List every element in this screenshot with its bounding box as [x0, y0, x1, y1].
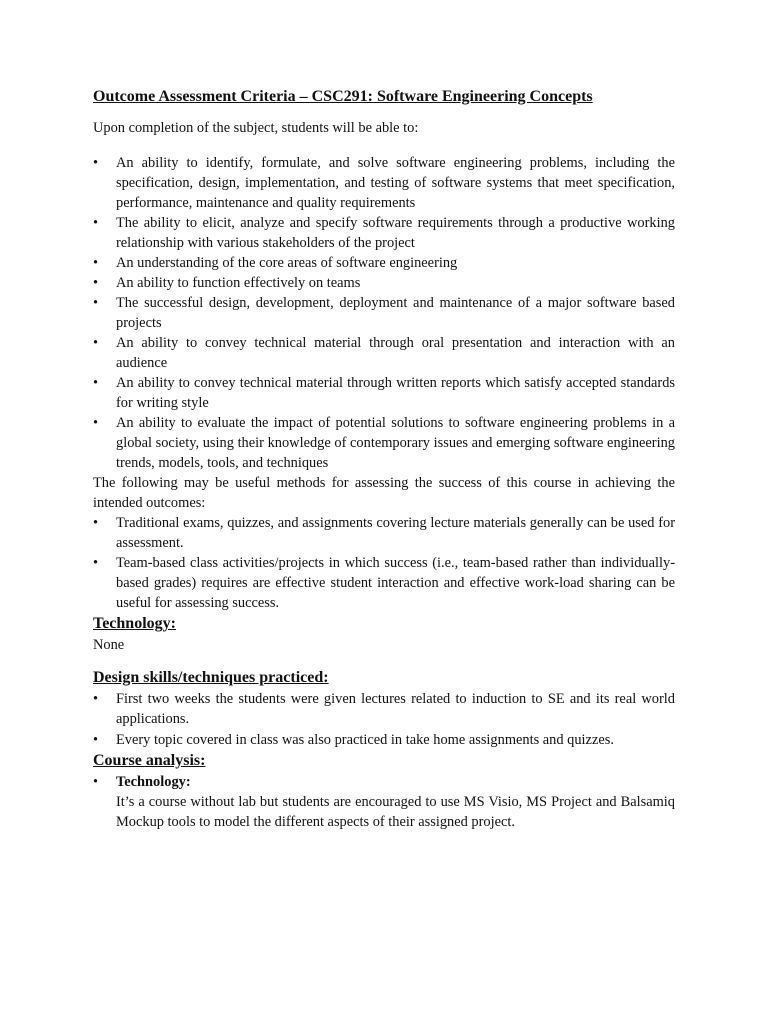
bullet-icon: • [93, 691, 99, 707]
bullet-icon: • [93, 774, 99, 790]
list-item: • The ability to elicit, analyze and specify software requirements through a productive working relationship with various stakeholders of the project [93, 215, 675, 251]
course-analysis-item-title: Technology: [116, 774, 191, 790]
design-skills-heading: Design skills/techniques practiced: [93, 669, 329, 686]
list-item: • The successful design, development, deployment and maintenance of a major software based projects [93, 295, 675, 331]
list-item: • Every topic covered in class was also practiced in take home assignments and quizzes. [93, 732, 614, 748]
outcomes-list [93, 153, 675, 473]
course-analysis-item-text: It’s a course without lab but students are encouraged to use MS Visio, MS Project and Balsamiq Mockup tools to model the different aspects of their assigned project. [116, 794, 675, 830]
bullet-icon: • [93, 515, 99, 531]
list-item: • An ability to function effectively on teams [93, 275, 361, 291]
bullet-icon: • [93, 155, 99, 171]
list-item: • Traditional exams, quizzes, and assignments covering lecture materials generally can be used for assessment. [93, 515, 675, 551]
bullet-icon: • [93, 255, 99, 271]
bullet-icon: • [93, 295, 99, 311]
methods-intro-text: The following may be useful methods for assessing the success of this course in achieving the intended outcomes: [93, 475, 675, 511]
bullet-icon: • [93, 555, 99, 571]
document-title: Outcome Assessment Criteria – CSC291: Software Engineering Concepts [93, 88, 593, 105]
bullet-icon: • [93, 275, 99, 291]
technology-value: None [93, 637, 125, 653]
list-item: • Team-based class activities/projects in which success (i.e., team-based rather than individually-based grades) requires are effective student interaction and effective work-load sharing can be useful for assessing success. [93, 555, 675, 611]
technology-heading: Technology: [93, 615, 176, 632]
methods-list [93, 513, 675, 613]
list-item: • An ability to convey technical material through oral presentation and interaction with an audience [93, 335, 675, 371]
intro-text: Upon completion of the subject, students will be able to: [93, 120, 419, 136]
list-item: • An ability to identify, formulate, and solve software engineering problems, including the specification, design, implementation, and testing of software systems that meet specification, performance, maintenance and quality requirements [93, 155, 675, 211]
bullet-icon: • [93, 335, 99, 351]
course-analysis-heading: Course analysis: [93, 752, 206, 769]
list-item: • An understanding of the core areas of software engineering [93, 255, 458, 271]
list-item: • An ability to evaluate the impact of potential solutions to software engineering problems in a global society, using their knowledge of contemporary issues and emerging software engineering trends, models, tools, and techniques [93, 415, 675, 471]
bullet-icon: • [93, 215, 99, 231]
document-page [93, 86, 675, 832]
list-item [93, 772, 675, 832]
bullet-icon: • [93, 415, 99, 431]
list-item: • First two weeks the students were given lectures related to induction to SE and its real world applications. [93, 691, 675, 727]
bullet-icon: • [93, 732, 99, 748]
design-skills-list [93, 689, 675, 750]
bullet-icon: • [93, 375, 99, 391]
course-analysis-list [93, 772, 675, 832]
list-item: • An ability to convey technical material through written reports which satisfy accepted standards for writing style [93, 375, 675, 411]
